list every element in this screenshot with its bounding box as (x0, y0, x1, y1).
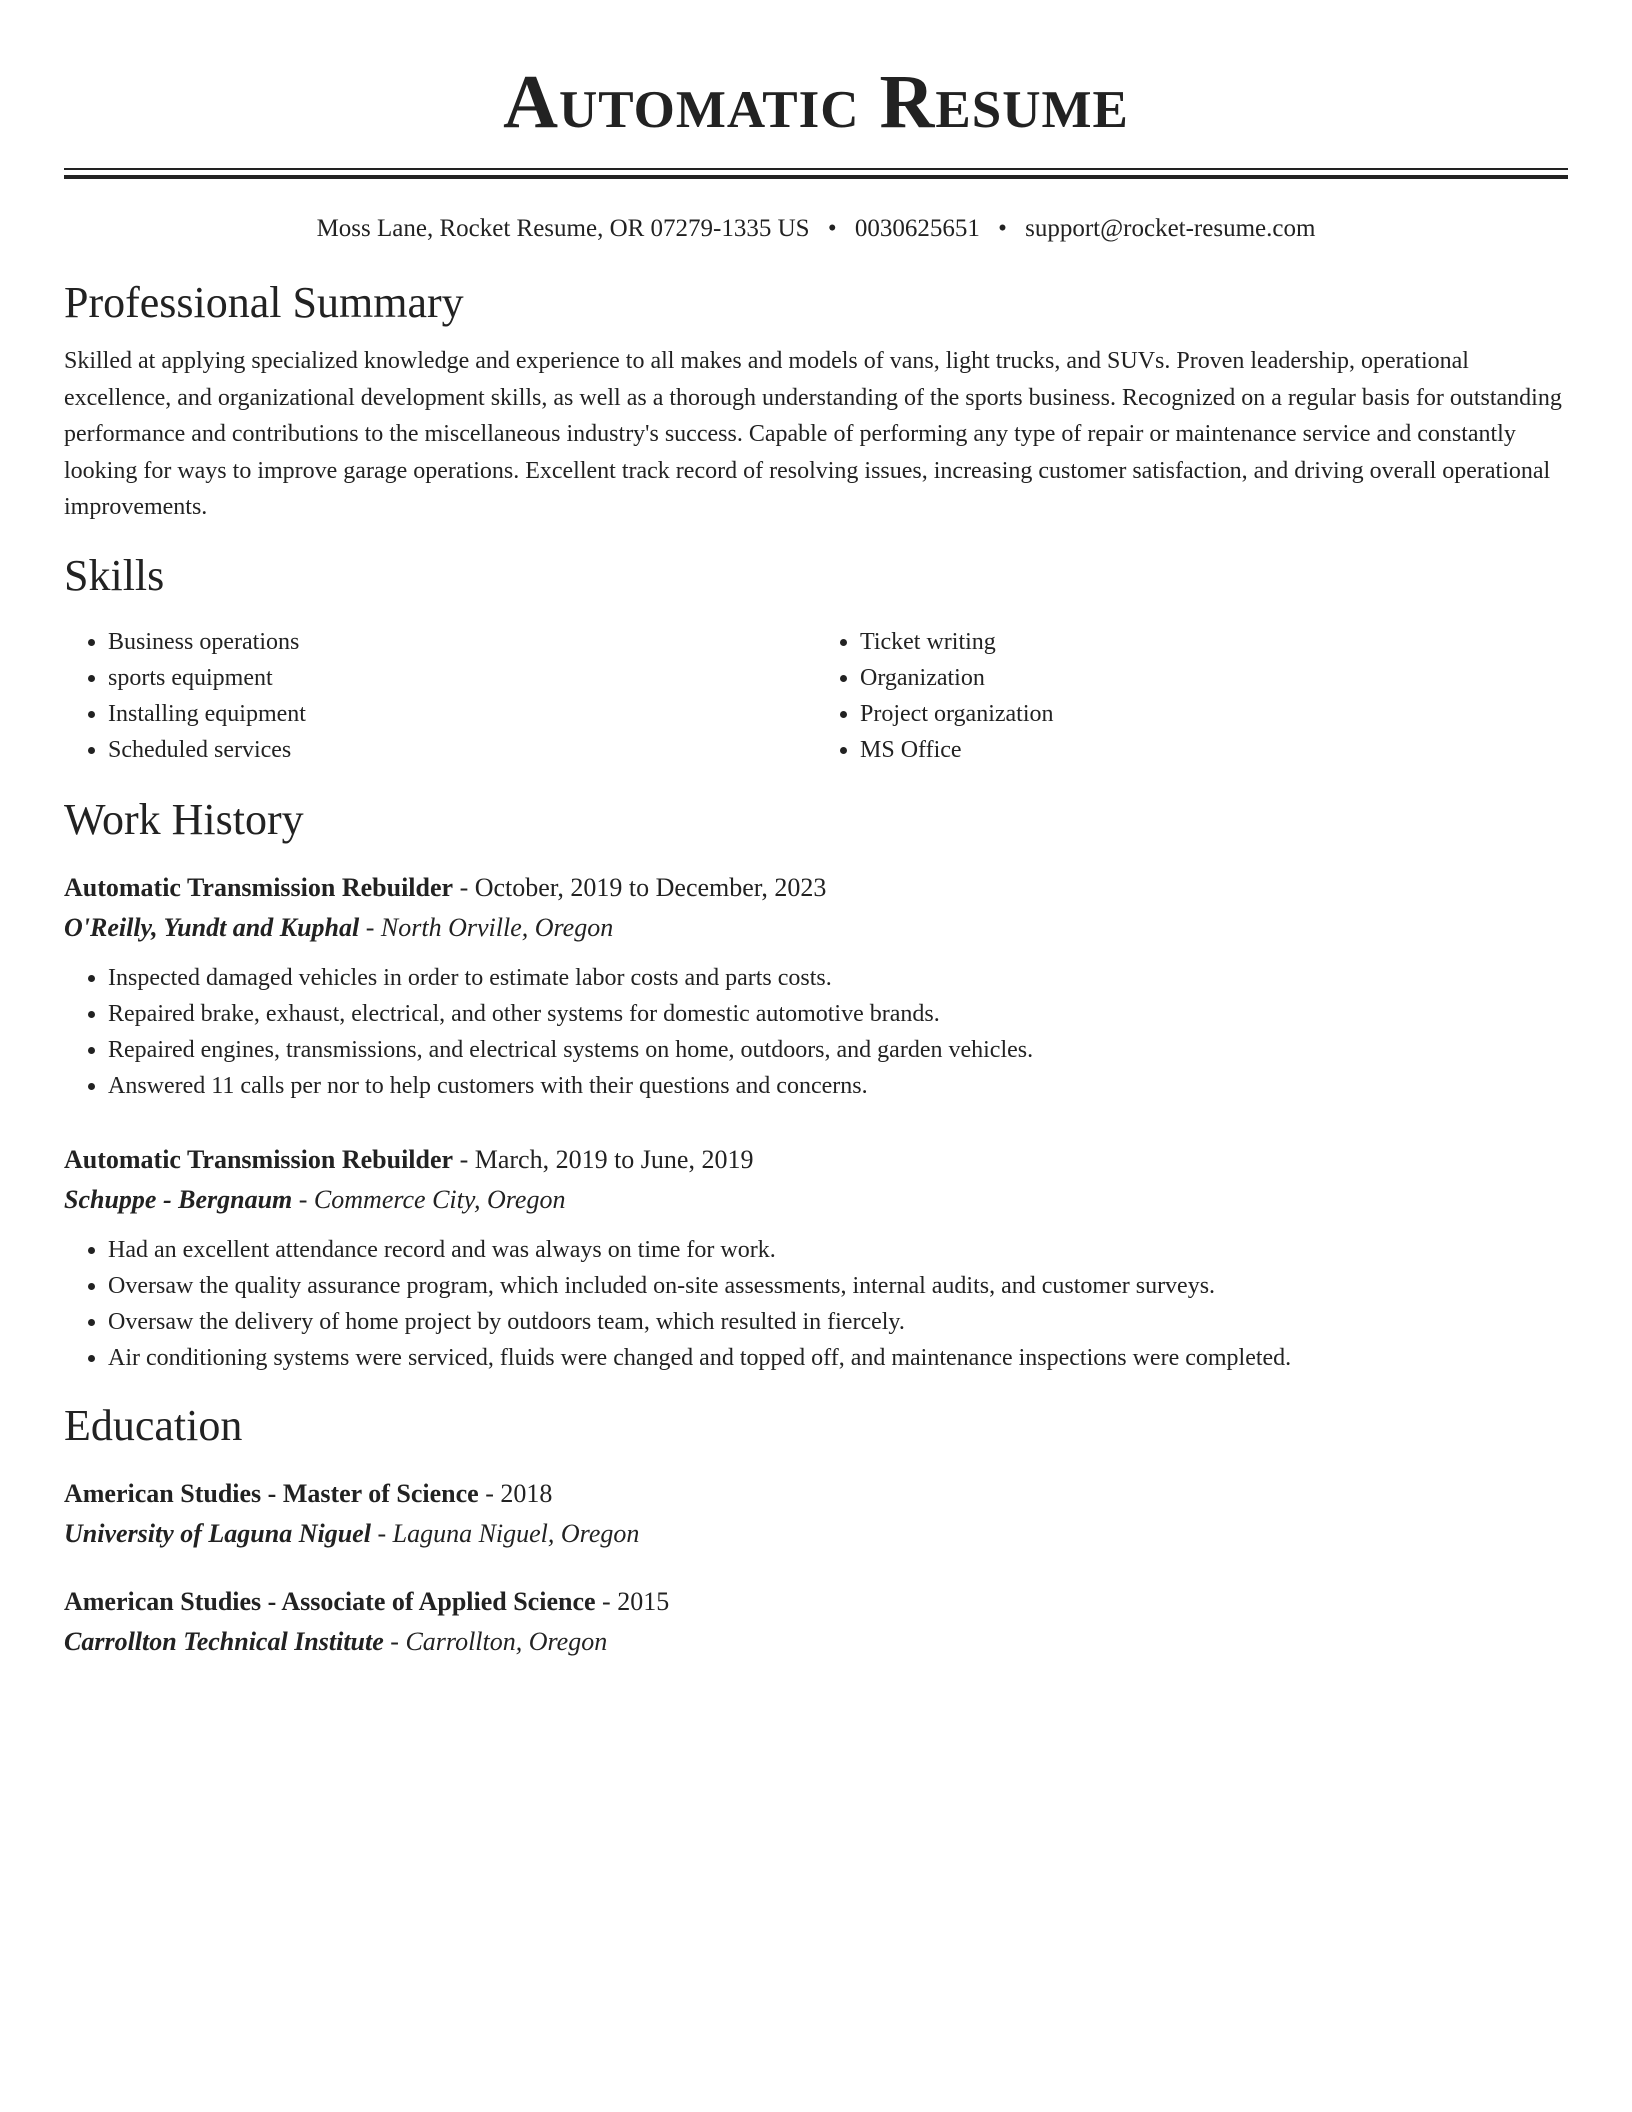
job-bullets (64, 1232, 1568, 1376)
skills-column-left (64, 624, 816, 768)
education-school-line (64, 1624, 1568, 1660)
education-entry (64, 1584, 1568, 1660)
job-role: Automatic Transmission Rebuilder (64, 1144, 454, 1174)
job-bullet: • Oversaw the delivery of home project by outdoors team, which resulted in fiercely. (108, 1304, 1568, 1340)
work-history-heading: Work History (64, 794, 304, 844)
education-year: - 2015 (595, 1586, 670, 1616)
skills-column-right (816, 624, 1568, 768)
job-bullet: • Oversaw the quality assurance program, which included on-site assessments, internal audits, and customer surveys. (108, 1268, 1568, 1304)
job-dates: - October, 2019 to December, 2023 (453, 872, 827, 902)
education-degree: American Studies - Associate of Applied Science (64, 1586, 596, 1616)
education-location: - Carrollton, Oregon (383, 1626, 608, 1656)
education-degree-line (64, 1476, 1568, 1512)
job-location: - North Orville, Oregon (359, 912, 614, 942)
skill-item: • MS Office (860, 732, 1568, 768)
skill-item: • Business operations (108, 624, 816, 660)
education-degree: American Studies - Master of Science (64, 1478, 479, 1508)
job-company: Schuppe - Bergnaum (64, 1184, 293, 1214)
job-title-line (64, 1142, 1568, 1178)
summary-heading: Professional Summary (64, 278, 464, 327)
job-company-line (64, 910, 1568, 946)
job-company-line (64, 1182, 1568, 1218)
job-entry (64, 1142, 1568, 1376)
job-location: - Commerce City, Oregon (292, 1184, 566, 1214)
education-school-line (64, 1516, 1568, 1552)
job-dates: - March, 2019 to June, 2019 (453, 1144, 754, 1174)
contact-separator: • (998, 215, 1007, 242)
contact-line (64, 211, 1568, 247)
education-school: Carrollton Technical Institute (64, 1626, 384, 1656)
skill-item: • Installing equipment (108, 696, 816, 732)
skill-item: • Project organization (860, 696, 1568, 732)
job-company: O'Reilly, Yundt and Kuphal (64, 912, 360, 942)
job-entry (64, 870, 1568, 1104)
contact-phone: 0030625651 (854, 215, 980, 242)
contact-separator: • (827, 215, 837, 242)
job-bullet: • Air conditioning systems were serviced, fluids were changed and topped off, and maintenance inspections were completed. (108, 1340, 1568, 1376)
skills-list (64, 624, 1568, 768)
education-heading: Education (64, 1400, 243, 1450)
education-entry (64, 1476, 1568, 1552)
education-year: - 2018 (478, 1478, 553, 1508)
job-role: Automatic Transmission Rebuilder (64, 872, 454, 902)
header-divider (64, 168, 1568, 179)
education-location: - Laguna Niguel, Oregon (370, 1518, 640, 1548)
education-school: University of Laguna Niguel (64, 1518, 371, 1548)
contact-email: support@rocket-resume.com (1025, 215, 1316, 242)
job-bullet: • Answered 11 calls per nor to help customers with their questions and concerns. (108, 1068, 1568, 1104)
skill-item: • Organization (860, 660, 1568, 696)
job-bullets (64, 960, 1568, 1104)
skill-item: • Scheduled services (108, 732, 816, 768)
job-bullet: • Had an excellent attendance record and was always on time for work. (108, 1232, 1568, 1268)
skills-heading: Skills (64, 550, 165, 600)
skill-item: • Ticket writing (860, 624, 1568, 660)
summary-text: Skilled at applying specialized knowledge and experience to all makes and models of vans, light trucks, and SUVs. Proven leadership, operational excellence, and organizational development skills, as well as a thorough understanding of the sports business. Recognized on a regular basis for outstanding performance and contributions to the miscellaneous industry's success. Capable of performing any type of repair or maintenance service and constantly looking for ways to improve garage operations. Excellent track record of resolving issues, increasing customer satisfaction, and driving overall operational improvements. (64, 348, 1562, 520)
job-title-line (64, 870, 1568, 906)
resume-name: Automatic Resume (503, 60, 1129, 144)
job-bullet: • Repaired engines, transmissions, and electrical systems on home, outdoors, and garden vehicles. (108, 1032, 1568, 1068)
job-bullet: • Inspected damaged vehicles in order to estimate labor costs and parts costs. (108, 960, 1568, 996)
contact-address: Moss Lane, Rocket Resume, OR 07279-1335 US (316, 215, 810, 242)
education-degree-line (64, 1584, 1568, 1620)
skill-item: • sports equipment (108, 660, 816, 696)
job-bullet: • Repaired brake, exhaust, electrical, and other systems for domestic automotive brands. (108, 996, 1568, 1032)
